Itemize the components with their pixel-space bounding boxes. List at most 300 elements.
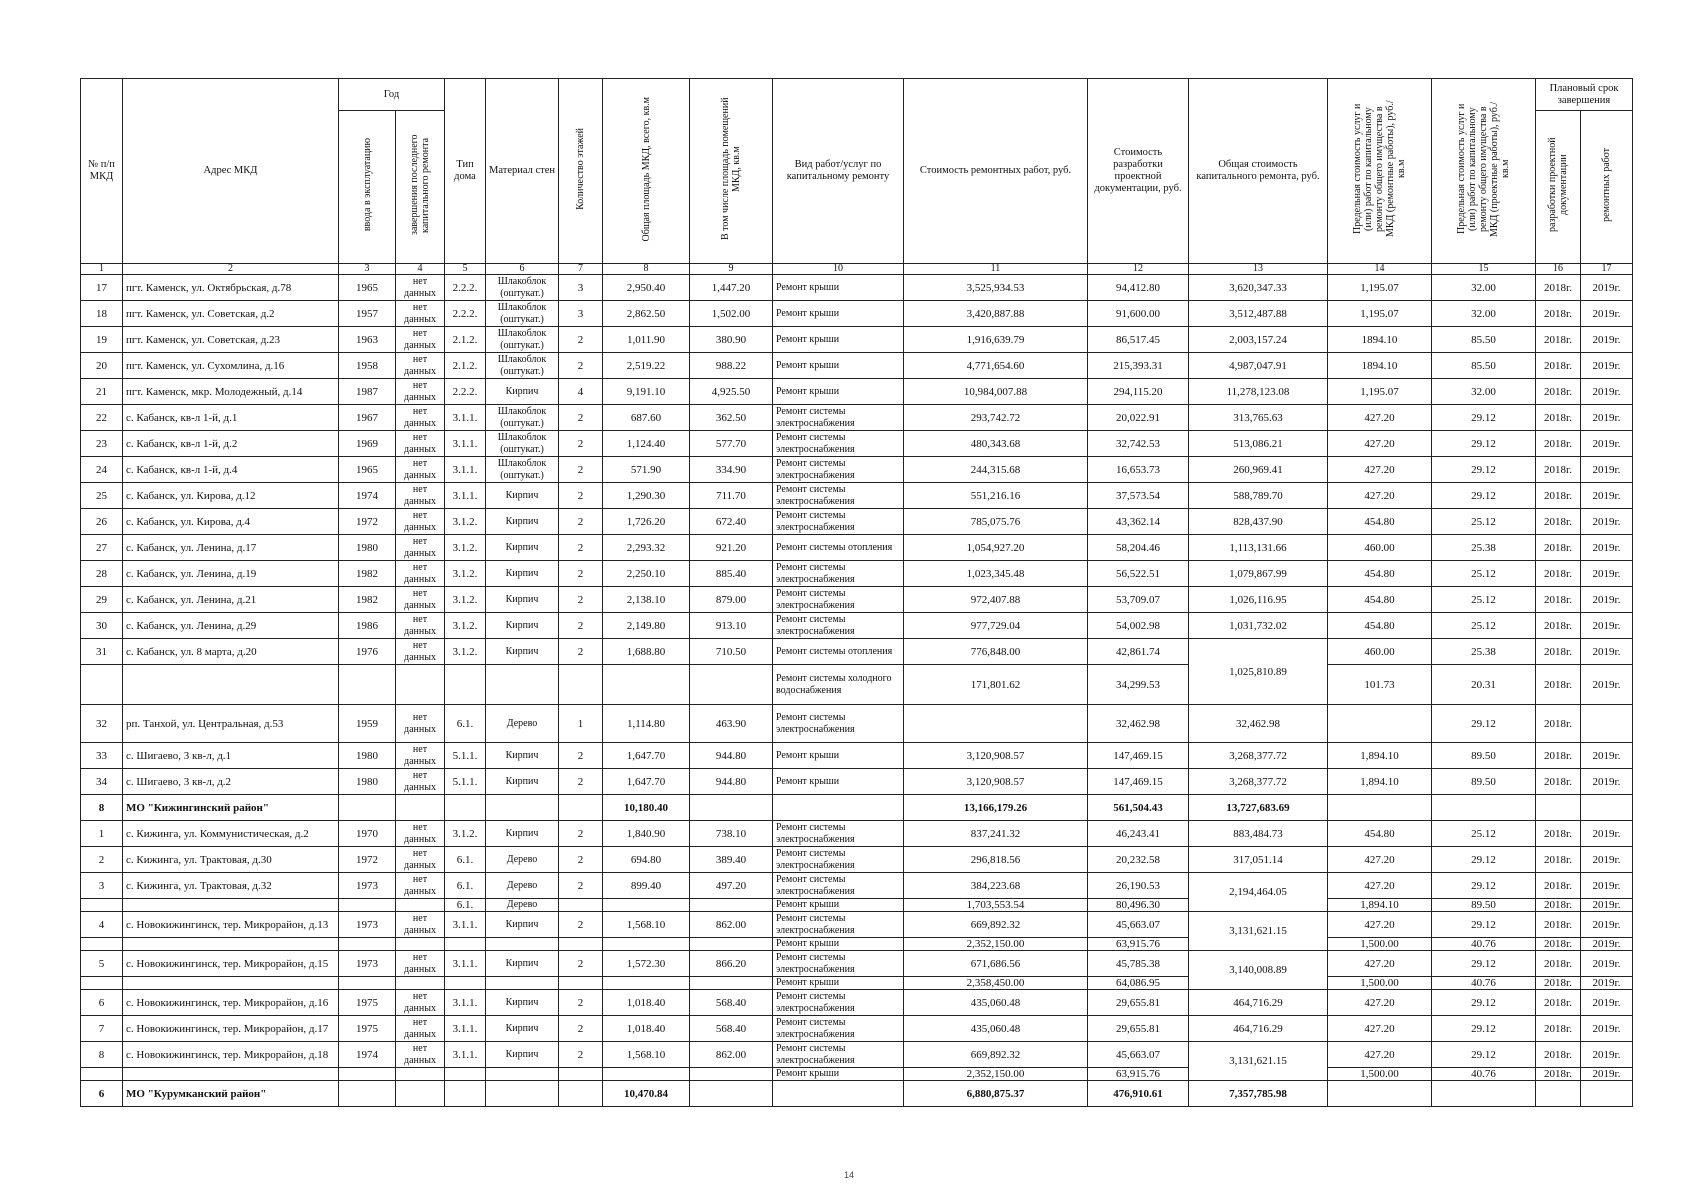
cell-wall-material: Кирпич xyxy=(486,561,559,587)
cell-premises-area: 866.20 xyxy=(690,951,773,977)
cell-repair-cost: 551,216.16 xyxy=(904,483,1088,509)
cell-total-cost: 828,437.90 xyxy=(1189,509,1328,535)
cell-address: с. Кабанск, кв-л 1-й, д.2 xyxy=(123,431,339,457)
cell-total-area: 571.90 xyxy=(603,457,690,483)
cell-house-type: 3.1.1. xyxy=(445,912,486,938)
cell-last-repair-year: нет данных xyxy=(396,951,445,977)
header-limit-cost-repair: Предельная стоимость услуг и (или) работ по капитальному ремонту общего имущества в МКД (ремонтные работы), руб./кв.м xyxy=(1328,79,1432,264)
cell-house-type xyxy=(445,1068,486,1081)
cell-design-cost: 147,469.15 xyxy=(1088,743,1189,769)
cell-house-type: 2.2.2. xyxy=(445,301,486,327)
cell-address: с. Кабанск, ул. Ленина, д.17 xyxy=(123,535,339,561)
cell-repair-deadline: 2019г. xyxy=(1581,665,1633,705)
cell-last-repair-year: нет данных xyxy=(396,353,445,379)
cell-design-cost: 86,517.45 xyxy=(1088,327,1189,353)
header-premises-area: В том числе площадь помещений МКД, кв.м xyxy=(690,79,773,264)
table-row xyxy=(81,1016,1633,1042)
cell-repair-deadline: 2019г. xyxy=(1581,847,1633,873)
table-row xyxy=(81,587,1633,613)
cell-limit-cost-repair: 1,500.00 xyxy=(1328,938,1432,951)
cell-work-type: Ремонт системы электроснабжения xyxy=(773,561,904,587)
cell-address xyxy=(123,899,339,912)
cell-floors: 2 xyxy=(559,431,603,457)
cell-address: с. Новокижингинск, тер. Микрорайон, д.13 xyxy=(123,912,339,938)
cell-work-type: Ремонт крыши xyxy=(773,977,904,990)
cell-wall-material: Кирпич xyxy=(486,639,559,665)
cell-commission-year xyxy=(339,1068,396,1081)
cell-design-cost: 29,655.81 xyxy=(1088,1016,1189,1042)
cell-limit-cost-design: 40.76 xyxy=(1432,1068,1536,1081)
cell-work-type: Ремонт крыши xyxy=(773,327,904,353)
cell-commission-year: 1986 xyxy=(339,613,396,639)
cell-limit-cost-design: 32.00 xyxy=(1432,275,1536,301)
cell-last-repair-year: нет данных xyxy=(396,275,445,301)
cell-design-deadline: 2018г. xyxy=(1536,821,1581,847)
cell-wall-material: Кирпич xyxy=(486,743,559,769)
cell-last-repair-year: нет данных xyxy=(396,639,445,665)
cell-total-cost: 3,268,377.72 xyxy=(1189,769,1328,795)
cell-total-cost: 3,131,621.15 xyxy=(1189,912,1328,951)
table-row xyxy=(81,912,1633,938)
header-total-cost: Общая стоимость капитального ремонта, руб. xyxy=(1189,79,1328,264)
cell-floors: 2 xyxy=(559,1042,603,1068)
cell-limit-cost-repair: 1,500.00 xyxy=(1328,1068,1432,1081)
cell-house-type: 3.1.1. xyxy=(445,457,486,483)
cell-design-cost: 26,190.53 xyxy=(1088,873,1189,899)
header-design-deadline: разработки проектной документации xyxy=(1536,111,1581,264)
cell-address: пгт. Каменск, ул. Советская, д.2 xyxy=(123,301,339,327)
cell-repair-cost: 435,060.48 xyxy=(904,1016,1088,1042)
cell-limit-cost-repair xyxy=(1328,795,1432,821)
cell-address: пгт. Каменск, мкр. Молодежный, д.14 xyxy=(123,379,339,405)
cell-last-repair-year xyxy=(396,1081,445,1107)
cell-last-repair-year: нет данных xyxy=(396,990,445,1016)
cell-design-cost: 37,573.54 xyxy=(1088,483,1189,509)
column-number: 7 xyxy=(559,264,603,275)
cell-limit-cost-repair: 427.20 xyxy=(1328,873,1432,899)
cell-row-number: 20 xyxy=(81,353,123,379)
cell-floors xyxy=(559,899,603,912)
cell-design-cost: 46,243.41 xyxy=(1088,821,1189,847)
cell-design-cost: 58,204.46 xyxy=(1088,535,1189,561)
district-total-row xyxy=(81,795,1633,821)
cell-design-cost: 53,709.07 xyxy=(1088,587,1189,613)
cell-commission-year: 1980 xyxy=(339,743,396,769)
cell-design-cost: 94,412.80 xyxy=(1088,275,1189,301)
cell-design-deadline: 2018г. xyxy=(1536,639,1581,665)
table-row xyxy=(81,275,1633,301)
cell-design-deadline: 2018г. xyxy=(1536,665,1581,705)
cell-premises-area xyxy=(690,938,773,951)
header-work-type: Вид работ/услуг по капитальному ремонту xyxy=(773,79,904,264)
cell-floors: 2 xyxy=(559,990,603,1016)
cell-total-area xyxy=(603,665,690,705)
cell-design-deadline xyxy=(1536,795,1581,821)
column-number: 5 xyxy=(445,264,486,275)
cell-row-number: 19 xyxy=(81,327,123,353)
header-row-number: № п/п МКД xyxy=(81,79,123,264)
cell-total-area: 2,149.80 xyxy=(603,613,690,639)
cell-total-cost: 32,462.98 xyxy=(1189,705,1328,743)
cell-total-area: 1,840.90 xyxy=(603,821,690,847)
cell-work-type: Ремонт крыши xyxy=(773,353,904,379)
cell-limit-cost-repair: 427.20 xyxy=(1328,990,1432,1016)
cell-row-number: 25 xyxy=(81,483,123,509)
cell-premises-area: 672.40 xyxy=(690,509,773,535)
cell-floors xyxy=(559,1068,603,1081)
cell-commission-year: 1969 xyxy=(339,431,396,457)
table-row xyxy=(81,457,1633,483)
cell-limit-cost-repair: 454.80 xyxy=(1328,821,1432,847)
cell-floors: 2 xyxy=(559,457,603,483)
cell-total-area: 1,726.20 xyxy=(603,509,690,535)
cell-limit-cost-repair: 1,894.10 xyxy=(1328,743,1432,769)
cell-commission-year: 1967 xyxy=(339,405,396,431)
header-design-cost: Стоимость разработки проектной документации, руб. xyxy=(1088,79,1189,264)
cell-limit-cost-repair: 427.20 xyxy=(1328,1042,1432,1068)
cell-repair-deadline xyxy=(1581,1081,1633,1107)
cell-wall-material: Кирпич xyxy=(486,535,559,561)
cell-repair-deadline: 2019г. xyxy=(1581,769,1633,795)
cell-commission-year xyxy=(339,977,396,990)
cell-design-cost: 45,663.07 xyxy=(1088,1042,1189,1068)
cell-house-type: 2.1.2. xyxy=(445,353,486,379)
header-address: Адрес МКД xyxy=(123,79,339,264)
cell-last-repair-year xyxy=(396,665,445,705)
cell-commission-year: 1958 xyxy=(339,353,396,379)
cell-address: рп. Танхой, ул. Центральная, д.53 xyxy=(123,705,339,743)
cell-house-type xyxy=(445,1081,486,1107)
cell-design-deadline: 2018г. xyxy=(1536,587,1581,613)
cell-total-area: 1,647.70 xyxy=(603,743,690,769)
cell-repair-cost: 3,120,908.57 xyxy=(904,769,1088,795)
cell-repair-cost: 4,771,654.60 xyxy=(904,353,1088,379)
cell-repair-deadline: 2019г. xyxy=(1581,1042,1633,1068)
cell-total-cost: 883,484.73 xyxy=(1189,821,1328,847)
cell-last-repair-year xyxy=(396,795,445,821)
cell-commission-year xyxy=(339,795,396,821)
cell-repair-cost: 671,686.56 xyxy=(904,951,1088,977)
cell-work-type: Ремонт системы отопления xyxy=(773,535,904,561)
cell-work-type: Ремонт системы электроснабжения xyxy=(773,1016,904,1042)
cell-total-area: 2,862.50 xyxy=(603,301,690,327)
cell-commission-year: 1974 xyxy=(339,483,396,509)
cell-premises-area: 879.00 xyxy=(690,587,773,613)
cell-row-number xyxy=(81,977,123,990)
cell-work-type: Ремонт системы электроснабжения xyxy=(773,821,904,847)
cell-total-cost: 3,620,347.33 xyxy=(1189,275,1328,301)
cell-house-type: 3.1.1. xyxy=(445,483,486,509)
cell-limit-cost-design: 25.12 xyxy=(1432,821,1536,847)
cell-limit-cost-design xyxy=(1432,795,1536,821)
cell-last-repair-year: нет данных xyxy=(396,821,445,847)
cell-commission-year: 1976 xyxy=(339,639,396,665)
table-row xyxy=(81,639,1633,665)
cell-total-cost: 313,765.63 xyxy=(1189,405,1328,431)
cell-commission-year xyxy=(339,1081,396,1107)
cell-address xyxy=(123,1068,339,1081)
cell-last-repair-year: нет данных xyxy=(396,587,445,613)
cell-design-deadline: 2018г. xyxy=(1536,938,1581,951)
cell-row-number: 31 xyxy=(81,639,123,665)
cell-premises-area: 862.00 xyxy=(690,1042,773,1068)
cell-house-type: 5.1.1. xyxy=(445,769,486,795)
cell-commission-year: 1975 xyxy=(339,990,396,1016)
cell-premises-area: 921.20 xyxy=(690,535,773,561)
cell-total-area xyxy=(603,899,690,912)
cell-design-deadline: 2018г. xyxy=(1536,405,1581,431)
cell-design-cost: 63,915.76 xyxy=(1088,938,1189,951)
cell-house-type: 3.1.2. xyxy=(445,509,486,535)
cell-floors: 4 xyxy=(559,379,603,405)
cell-row-number xyxy=(81,1068,123,1081)
cell-repair-deadline: 2019г. xyxy=(1581,431,1633,457)
cell-limit-cost-repair: 1,195.07 xyxy=(1328,275,1432,301)
cell-limit-cost-design: 29.12 xyxy=(1432,405,1536,431)
cell-total-area: 2,138.10 xyxy=(603,587,690,613)
table-row xyxy=(81,483,1633,509)
cell-design-deadline: 2018г. xyxy=(1536,275,1581,301)
cell-work-type: Ремонт крыши xyxy=(773,938,904,951)
table-row xyxy=(81,379,1633,405)
cell-wall-material: Кирпич xyxy=(486,613,559,639)
cell-floors: 2 xyxy=(559,951,603,977)
cell-design-cost: 32,462.98 xyxy=(1088,705,1189,743)
cell-house-type: 3.1.2. xyxy=(445,561,486,587)
cell-premises-area: 885.40 xyxy=(690,561,773,587)
cell-premises-area: 862.00 xyxy=(690,912,773,938)
cell-repair-deadline: 2019г. xyxy=(1581,587,1633,613)
cell-total-cost: 13,727,683.69 xyxy=(1189,795,1328,821)
cell-total-area: 1,647.70 xyxy=(603,769,690,795)
cell-repair-cost: 244,315.68 xyxy=(904,457,1088,483)
cell-repair-deadline: 2019г. xyxy=(1581,509,1633,535)
cell-floors xyxy=(559,665,603,705)
cell-work-type: Ремонт системы электроснабжения xyxy=(773,1042,904,1068)
column-number: 2 xyxy=(123,264,339,275)
cell-floors: 2 xyxy=(559,535,603,561)
header-floors: Количество этажей xyxy=(559,79,603,264)
cell-work-type: Ремонт крыши xyxy=(773,275,904,301)
cell-limit-cost-repair xyxy=(1328,1081,1432,1107)
cell-limit-cost-design: 85.50 xyxy=(1432,353,1536,379)
cell-limit-cost-repair: 427.20 xyxy=(1328,431,1432,457)
cell-address xyxy=(123,977,339,990)
cell-commission-year: 1973 xyxy=(339,873,396,899)
cell-design-deadline: 2018г. xyxy=(1536,613,1581,639)
cell-design-cost: 476,910.61 xyxy=(1088,1081,1189,1107)
cell-limit-cost-design: 89.50 xyxy=(1432,899,1536,912)
cell-total-cost: 464,716.29 xyxy=(1189,1016,1328,1042)
cell-design-deadline: 2018г. xyxy=(1536,509,1581,535)
cell-premises-area: 988.22 xyxy=(690,353,773,379)
cell-row-number: 23 xyxy=(81,431,123,457)
cell-house-type: 2.2.2. xyxy=(445,379,486,405)
cell-total-area: 1,572.30 xyxy=(603,951,690,977)
cell-house-type: 6.1. xyxy=(445,873,486,899)
table-row xyxy=(81,509,1633,535)
header-wall-material: Материал стен xyxy=(486,79,559,264)
cell-house-type: 3.1.1. xyxy=(445,990,486,1016)
cell-total-area: 1,018.40 xyxy=(603,1016,690,1042)
cell-house-type: 3.1.1. xyxy=(445,951,486,977)
cell-wall-material: Кирпич xyxy=(486,509,559,535)
cell-commission-year: 1974 xyxy=(339,1042,396,1068)
cell-floors: 2 xyxy=(559,743,603,769)
cell-wall-material: Шлакоблок (оштукат.) xyxy=(486,457,559,483)
cell-design-cost: 42,861.74 xyxy=(1088,639,1189,665)
cell-repair-deadline: 2019г. xyxy=(1581,951,1633,977)
cell-wall-material: Дерево xyxy=(486,847,559,873)
cell-limit-cost-design: 25.12 xyxy=(1432,613,1536,639)
cell-last-repair-year xyxy=(396,899,445,912)
cell-address: с. Новокижингинск, тер. Микрорайон, д.17 xyxy=(123,1016,339,1042)
cell-wall-material xyxy=(486,938,559,951)
cell-last-repair-year: нет данных xyxy=(396,327,445,353)
cell-design-deadline: 2018г. xyxy=(1536,327,1581,353)
cell-limit-cost-repair: 460.00 xyxy=(1328,639,1432,665)
cell-premises-area: 463.90 xyxy=(690,705,773,743)
cell-floors: 2 xyxy=(559,912,603,938)
cell-address: с. Кабанск, ул. Ленина, д.21 xyxy=(123,587,339,613)
cell-work-type: Ремонт системы отопления xyxy=(773,639,904,665)
cell-floors: 2 xyxy=(559,509,603,535)
cell-total-cost: 1,113,131.66 xyxy=(1189,535,1328,561)
cell-repair-deadline: 2019г. xyxy=(1581,327,1633,353)
header-plan-deadline: Плановый срок завершения xyxy=(1536,79,1633,111)
cell-wall-material: Дерево xyxy=(486,705,559,743)
cell-limit-cost-design: 25.12 xyxy=(1432,561,1536,587)
cell-commission-year: 1972 xyxy=(339,509,396,535)
cell-repair-deadline: 2019г. xyxy=(1581,938,1633,951)
cell-limit-cost-repair: 454.80 xyxy=(1328,587,1432,613)
cell-floors: 2 xyxy=(559,639,603,665)
cell-design-deadline: 2018г. xyxy=(1536,705,1581,743)
cell-house-type: 2.1.2. xyxy=(445,327,486,353)
capital-repair-table xyxy=(80,78,1633,1107)
cell-floors: 2 xyxy=(559,847,603,873)
cell-repair-cost: 171,801.62 xyxy=(904,665,1088,705)
cell-wall-material: Шлакоблок (оштукат.) xyxy=(486,275,559,301)
cell-address: с. Новокижингинск, тер. Микрорайон, д.15 xyxy=(123,951,339,977)
cell-commission-year xyxy=(339,899,396,912)
cell-row-number: 28 xyxy=(81,561,123,587)
cell-premises-area: 380.90 xyxy=(690,327,773,353)
cell-work-type: Ремонт системы электроснабжения xyxy=(773,705,904,743)
cell-work-type: Ремонт системы холодного водоснабжения xyxy=(773,665,904,705)
cell-limit-cost-repair: 1894.10 xyxy=(1328,353,1432,379)
cell-row-number xyxy=(81,938,123,951)
cell-repair-deadline: 2019г. xyxy=(1581,561,1633,587)
cell-address: с. Новокижингинск, тер. Микрорайон, д.16 xyxy=(123,990,339,1016)
cell-house-type: 3.1.1. xyxy=(445,1016,486,1042)
cell-limit-cost-design: 25.38 xyxy=(1432,639,1536,665)
cell-limit-cost-repair: 454.80 xyxy=(1328,613,1432,639)
cell-repair-deadline xyxy=(1581,705,1633,743)
cell-total-cost: 4,987,047.91 xyxy=(1189,353,1328,379)
cell-premises-area xyxy=(690,1068,773,1081)
cell-limit-cost-design: 29.12 xyxy=(1432,951,1536,977)
table-row xyxy=(81,847,1633,873)
cell-design-deadline: 2018г. xyxy=(1536,535,1581,561)
cell-limit-cost-repair: 1,195.07 xyxy=(1328,301,1432,327)
cell-commission-year: 1982 xyxy=(339,561,396,587)
cell-repair-cost: 1,916,639.79 xyxy=(904,327,1088,353)
cell-wall-material xyxy=(486,1081,559,1107)
cell-total-cost: 1,031,732.02 xyxy=(1189,613,1328,639)
cell-row-number: 3 xyxy=(81,873,123,899)
cell-design-cost: 215,393.31 xyxy=(1088,353,1189,379)
cell-wall-material: Кирпич xyxy=(486,769,559,795)
cell-total-cost: 513,086.21 xyxy=(1189,431,1328,457)
cell-repair-deadline: 2019г. xyxy=(1581,977,1633,990)
cell-design-cost: 147,469.15 xyxy=(1088,769,1189,795)
cell-limit-cost-design: 40.76 xyxy=(1432,938,1536,951)
cell-row-number: 24 xyxy=(81,457,123,483)
header-last-repair-year: завершения последнего капитального ремонта xyxy=(396,111,445,264)
cell-house-type xyxy=(445,977,486,990)
cell-design-cost: 294,115.20 xyxy=(1088,379,1189,405)
cell-wall-material: Кирпич xyxy=(486,821,559,847)
cell-wall-material: Шлакоблок (оштукат.) xyxy=(486,301,559,327)
cell-address: с. Кижинга, ул. Трактовая, д.32 xyxy=(123,873,339,899)
cell-house-type: 5.1.1. xyxy=(445,743,486,769)
cell-design-cost: 43,362.14 xyxy=(1088,509,1189,535)
cell-row-number: 17 xyxy=(81,275,123,301)
cell-repair-cost: 669,892.32 xyxy=(904,1042,1088,1068)
table-row xyxy=(81,769,1633,795)
cell-house-type: 3.1.1. xyxy=(445,405,486,431)
cell-limit-cost-design: 89.50 xyxy=(1432,743,1536,769)
cell-repair-deadline: 2019г. xyxy=(1581,275,1633,301)
cell-floors: 2 xyxy=(559,1016,603,1042)
cell-design-cost: 56,522.51 xyxy=(1088,561,1189,587)
table-row xyxy=(81,613,1633,639)
cell-repair-deadline: 2019г. xyxy=(1581,483,1633,509)
cell-last-repair-year: нет данных xyxy=(396,769,445,795)
cell-floors: 3 xyxy=(559,275,603,301)
cell-repair-deadline: 2019г. xyxy=(1581,821,1633,847)
cell-total-area xyxy=(603,938,690,951)
cell-last-repair-year: нет данных xyxy=(396,561,445,587)
cell-limit-cost-design: 25.38 xyxy=(1432,535,1536,561)
cell-limit-cost-repair: 427.20 xyxy=(1328,912,1432,938)
cell-repair-deadline: 2019г. xyxy=(1581,639,1633,665)
cell-address: пгт. Каменск, ул. Октябрьская, д.78 xyxy=(123,275,339,301)
cell-total-area: 2,250.10 xyxy=(603,561,690,587)
cell-repair-cost: 2,352,150.00 xyxy=(904,1068,1088,1081)
cell-house-type xyxy=(445,795,486,821)
cell-address: с. Новокижингинск, тер. Микрорайон, д.18 xyxy=(123,1042,339,1068)
cell-floors: 2 xyxy=(559,405,603,431)
cell-premises-area: 1,502.00 xyxy=(690,301,773,327)
cell-commission-year: 1973 xyxy=(339,912,396,938)
cell-repair-deadline: 2019г. xyxy=(1581,912,1633,938)
cell-repair-cost: 776,848.00 xyxy=(904,639,1088,665)
cell-work-type: Ремонт крыши xyxy=(773,743,904,769)
cell-total-cost: 3,140,008.89 xyxy=(1189,951,1328,990)
cell-limit-cost-design: 25.12 xyxy=(1432,509,1536,535)
cell-floors xyxy=(559,1081,603,1107)
cell-premises-area: 577.70 xyxy=(690,431,773,457)
cell-limit-cost-design: 29.12 xyxy=(1432,873,1536,899)
cell-last-repair-year: нет данных xyxy=(396,405,445,431)
cell-last-repair-year: нет данных xyxy=(396,873,445,899)
cell-limit-cost-repair: 1894.10 xyxy=(1328,327,1432,353)
cell-total-area: 10,470.84 xyxy=(603,1081,690,1107)
table-row xyxy=(81,705,1633,743)
cell-total-area: 2,293.32 xyxy=(603,535,690,561)
